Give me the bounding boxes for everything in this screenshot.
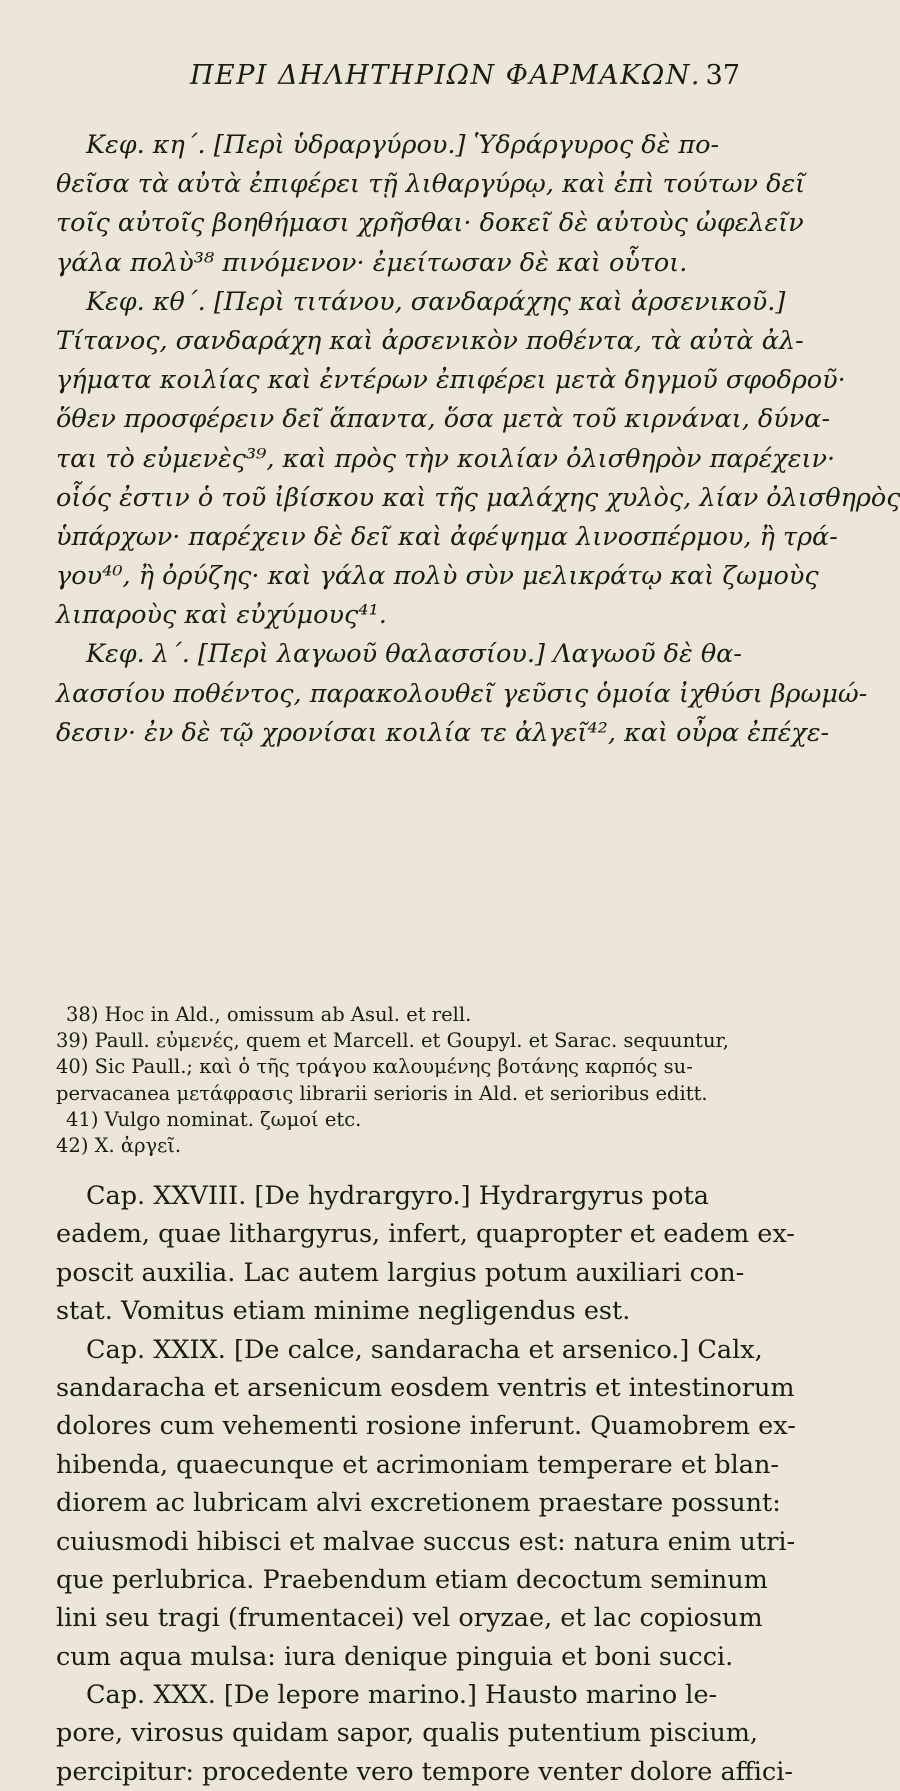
- latin-line: diorem ac lubricam alvi excretionem praestare possunt:: [56, 1488, 781, 1519]
- greek-line: Κεφ. κθ΄. [Περὶ τιτάνου, σανδαράχης καὶ ἀρσενικοῦ.]: [86, 286, 786, 317]
- greek-line: λασσίου ποθέντος, παρακολουθεῖ γεῦσις ὁμοία ἰχθύσι βρωμώ-: [56, 678, 868, 709]
- greek-line: οἷός ἐστιν ὁ τοῦ ἰβίσκου καὶ τῆς μαλάχης χυλὸς, λίαν ὀλισθηρὸς: [56, 482, 900, 513]
- latin-line: eadem, quae lithargyrus, infert, quapropter et eadem ex-: [56, 1219, 795, 1250]
- footnote: 41) Vulgo nominat. ζωμοί etc.: [66, 1107, 362, 1131]
- footnote: 42) X. ἀργεῖ.: [56, 1133, 182, 1157]
- latin-line: Cap. XXIX. [De calce, sandaracha et arsenico.] Calx,: [86, 1334, 763, 1365]
- greek-line: γου⁴⁰, ἢ ὀρύζης· καὶ γάλα πολὺ σὺν μελικράτῳ καὶ ζωμοὺς: [56, 561, 819, 592]
- footnote: 40) Sic Paull.; καὶ ὁ τῆς τράγου καλουμένης βοτάνης καρπός su-: [56, 1055, 693, 1079]
- greek-line: θεῖσα τὰ αὐτὰ ἐπιφέρει τῇ λιθαργύρῳ, καὶ ἐπὶ τούτων δεῖ: [56, 169, 806, 200]
- latin-line: dolores cum vehementi rosione inferunt. Quamobrem ex-: [56, 1411, 796, 1442]
- latin-line: percipitur: procedente vero tempore venter dolore affici-: [56, 1756, 793, 1787]
- latin-line: cum aqua mulsa: iura denique pinguia et boni succi.: [56, 1641, 734, 1672]
- footnote: pervacanea μετάφρασις librarii serioris in Ald. et serioribus editt.: [56, 1081, 708, 1105]
- greek-line: τοῖς αὐτοῖς βοηθήμασι χρῆσθαι· δοκεῖ δὲ αὐτοὺς ὠφελεῖν: [56, 208, 804, 239]
- running-title: ΠΕΡΙ ΔΗΛΗΤΗΡΙΩΝ ΦΑΡΜΑΚΩΝ.: [190, 60, 701, 91]
- latin-line: Cap. XXVIII. [De hydrargyro.] Hydrargyrus pota: [86, 1181, 709, 1211]
- greek-line: ται τὸ εὐμενὲς³⁹, καὶ πρὸς τὴν κοιλίαν ὀλισθηρὸν παρέχειν·: [56, 443, 836, 474]
- latin-line: poscit auxilia. Lac autem largius potum auxiliari con-: [56, 1257, 745, 1288]
- footnote: 38) Hoc in Ald., omissum ab Asul. et rell.: [66, 1003, 472, 1026]
- latin-text-block: [56, 1177, 796, 1791]
- greek-line: λιπαροὺς καὶ εὐχύμους⁴¹.: [56, 600, 387, 631]
- page-number: 37: [705, 60, 740, 91]
- latin-line: cuiusmodi hibisci et malvae succus est: natura enim utri-: [56, 1526, 796, 1557]
- greek-line: ὅθεν προσφέρειν δεῖ ἅπαντα, ὅσα μετὰ τοῦ κιρνάναι, δύνα-: [56, 404, 831, 435]
- greek-line: δεσιν· ἐν δὲ τῷ χρονίσαι κοιλία τε ἀλγεῖ⁴², καὶ οὖρα ἐπέχε-: [56, 717, 830, 748]
- greek-line: Κεφ. λ΄. [Περὶ λαγωοῦ θαλασσίου.] Λαγωοῦ δὲ θα-: [86, 639, 743, 670]
- greek-line: Κεφ. κη΄. [Περὶ ὑδραργύρου.] Ὑδράργυρος δὲ πο-: [86, 130, 720, 160]
- latin-line: Cap. XXX. [De lepore marino.] Hausto marino le-: [86, 1680, 718, 1711]
- latin-line: hibenda, quaecunque et acrimoniam temperare et blan-: [56, 1449, 780, 1480]
- page-header: [0, 60, 800, 100]
- latin-line: sandaracha et arsenicum eosdem ventris et intestinorum: [56, 1372, 795, 1403]
- footnotes-block: [56, 1002, 746, 1159]
- greek-line: Τίτανος, σανδαράχη καὶ ἀρσενικὸν ποθέντα, τὰ αὐτὰ ἀλ-: [56, 325, 804, 356]
- greek-line: γήματα κοιλίας καὶ ἐντέρων ἐπιφέρει μετὰ δηγμοῦ σφοδροῦ·: [56, 365, 846, 396]
- latin-line: stat. Vomitus etiam minime negligendus est.: [56, 1296, 631, 1327]
- latin-line: pore, virosus quidam sapor, qualis putentium piscium,: [56, 1718, 759, 1749]
- greek-line: γάλα πολὺ³⁸ πινόμενον· ἐμείτωσαν δὲ καὶ οὗτοι.: [56, 247, 688, 278]
- greek-text-block: [56, 126, 900, 753]
- greek-line: ὑπάρχων· παρέχειν δὲ δεῖ καὶ ἀφέψημα λινοσπέρμου, ἢ τρά-: [56, 521, 838, 552]
- footnote: 39) Paull. εὐμενές, quem et Marcell. et Goupyl. et Sarac. sequuntur,: [56, 1029, 729, 1053]
- latin-line: lini seu tragi (frumentacei) vel oryzae, et lac copiosum: [56, 1603, 763, 1634]
- latin-line: que perlubrica. Praebendum etiam decoctum seminum: [56, 1564, 768, 1595]
